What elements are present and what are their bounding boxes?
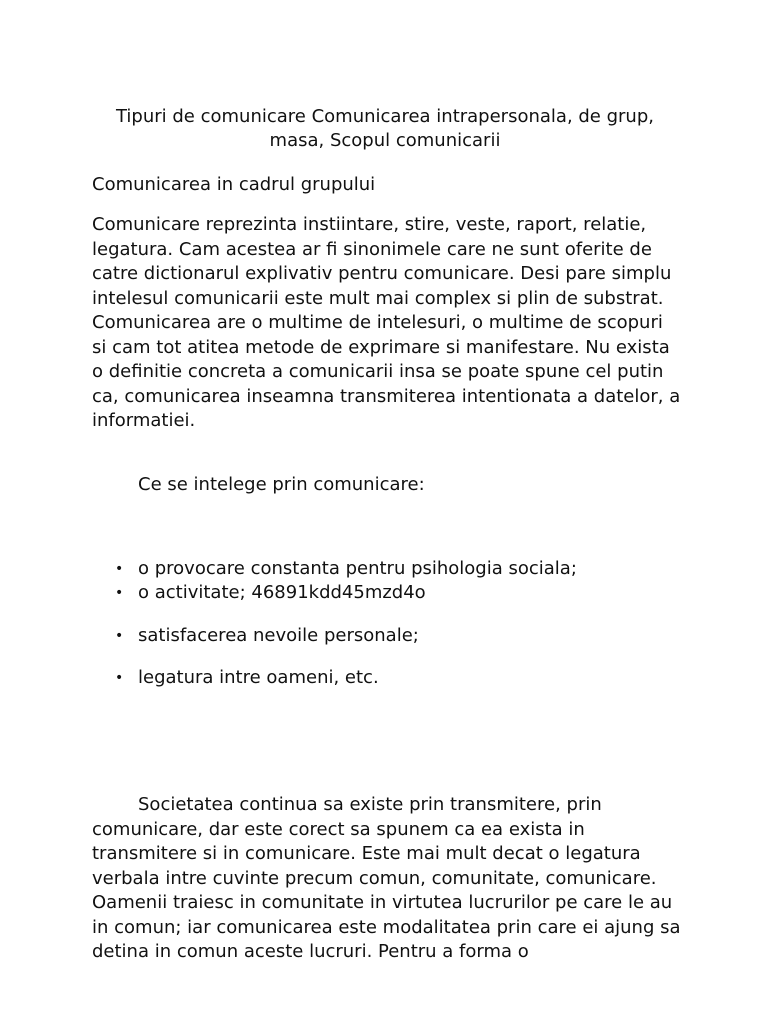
list-item: [115, 557, 577, 581]
section-heading: Comunicarea in cadrul grupului: [92, 174, 376, 195]
list-item: [115, 624, 419, 648]
list-item: [115, 666, 379, 690]
list-item-text: o provocare constanta pentru psihologia sociala;: [138, 558, 577, 579]
list-item-text: satisfacerea nevoile personale;: [138, 625, 419, 646]
list-item-text: legatura intre oameni, etc.: [138, 667, 379, 688]
bullet-icon: •: [115, 670, 124, 686]
document-title: Tipuri de comunicare Comunicarea intrapersonala, de grup, masa, Scopul comunicarii: [115, 106, 654, 151]
bullet-icon: •: [115, 628, 124, 644]
bullet-icon: •: [115, 585, 124, 601]
paragraph-definition: Comunicare reprezinta instiintare, stire, veste, raport, relatie, legatura. Cam acestea ar fi sinonimele care ne sunt oferite de catre dictionarul explivativ pentru comunicare. Desi pare simplu intelesul comunicarii este mult mai complex si plin de substrat. Comunicarea are o multime de intelesuri, o multime de scopuri si cam tot atitea metode de exprimare si manifestare. Nu exista o definitie concreta a comunicarii insa se poate spune cel putin ca, comunicarea inseamna transmiterea intentionata a datelor, a informatiei.: [92, 214, 681, 431]
paragraph-society: Societatea continua sa existe prin transmitere, prin comunicare, dar este corect sa spunem ca ea exista in transmitere si in comunicare. Este mai mult decat o legatura verbala intre cuvinte precum comun, comunitate, comunicare. Oamenii traiesc in comunitate in virtutea lucrurilor pe care le au in comun; iar comunicarea este modalitatea prin care ei ajung sa detina in comun aceste lucruri. Pentru a forma o: [92, 794, 681, 962]
list-item-text: o activitate; 46891kdd45mzd4o: [138, 582, 426, 603]
intro-line: Ce se intelege prin comunicare:: [138, 474, 425, 495]
list-item: [115, 581, 426, 605]
bullet-icon: •: [115, 561, 124, 577]
